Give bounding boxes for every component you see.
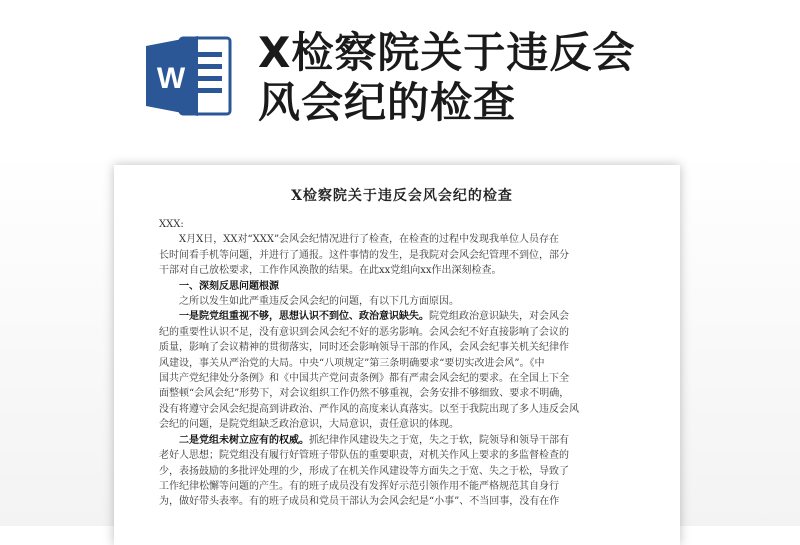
document-line-text: X月X日，XX对“XXX”会风会纪情况进行了检查，在检查的过程中发现我单位人员存在 bbox=[159, 234, 560, 246]
document-line bbox=[159, 294, 645, 309]
document-line-text: 少，表扬鼓励的多批评处理的少，形成了在机关作风建设等方面失之于宽、失之于松，导致了 bbox=[159, 465, 569, 477]
document-line-text: XXX: bbox=[159, 219, 184, 230]
document-line bbox=[159, 309, 645, 324]
document-line-text: 老好人思想；院党组没有履行好管班子带队伍的重要职责，对机关作风上要求的多监督检查的 bbox=[159, 450, 569, 462]
document-line bbox=[159, 217, 645, 232]
document-line bbox=[159, 279, 645, 294]
document-line bbox=[159, 263, 645, 278]
document-line-text: 纪的重要性认识不足，没有意识到会风会纪不好的恶劣影响。会风会纪不好直接影响了会议的 bbox=[159, 326, 569, 338]
document-line-text: 国共产党纪律处分条例》和《中国共产党问责条例》都有严肃会风会纪的要求。在全国上下全 bbox=[159, 373, 569, 385]
document-line-text: 为，做好带头表率。有的班子成员和党员干部认为会风会纪是“小事”、不当回事，没有在作 bbox=[159, 496, 560, 508]
document-paragraphs bbox=[159, 217, 645, 510]
document-title: X检察院关于违反会风会纪的检查 bbox=[291, 188, 513, 204]
document-page bbox=[114, 165, 680, 545]
document-line-text: 之所以发生如此严重违反会风会纪的问题，有以下几方面原因。 bbox=[159, 296, 459, 308]
document-line-text: 院党组政治意识缺失，对会风会 bbox=[429, 311, 569, 323]
document-line bbox=[159, 248, 645, 263]
header-banner bbox=[0, 0, 800, 160]
page-title-line-2: 风会纪的检查 bbox=[258, 78, 517, 127]
document-line-text: 风建设，事关从严治党的大局。中央“八项规定”第三条明确要求“要切实改进会风”。《中 bbox=[159, 357, 545, 369]
document-line bbox=[159, 356, 645, 371]
document-line-text: 没有将遵守会风会纪提高到讲政治、严作风的高度来认真落实。以至于我院出现了多人违反会风 bbox=[159, 403, 579, 415]
document-line-text: 面整顿“会风会纪”形势下，对会议组织工作仍然不够重视，会务安排不够细致、要求不明确， bbox=[159, 388, 570, 400]
document-line-text: 质量，影响了会议精神的贯彻落实，同时还会影响领导干部的作风，会风会纪事关机关纪律作 bbox=[159, 342, 569, 354]
document-line bbox=[159, 232, 645, 247]
document-line bbox=[159, 417, 645, 432]
word-document-icon bbox=[146, 34, 232, 118]
document-line-bold: 一、深刻反思问题根源 bbox=[159, 280, 279, 292]
word-icon-letter: W bbox=[156, 62, 186, 95]
document-line bbox=[159, 448, 645, 463]
document-line-text: 会纪的问题，是院党组缺乏政治意识，大局意识，责任意识的体现。 bbox=[159, 419, 459, 431]
document-line bbox=[159, 371, 645, 386]
document-line-bold: 一是院党组重视不够，思想认识不到位、政治意识缺失。 bbox=[159, 311, 429, 323]
document-line bbox=[159, 494, 645, 509]
document-line-bold: 二是党组未树立应有的权威。 bbox=[159, 434, 309, 446]
document-line bbox=[159, 402, 645, 417]
page-title-line-1: X检察院关于违反会 bbox=[258, 28, 636, 77]
document-line bbox=[159, 325, 645, 340]
document-line bbox=[159, 433, 645, 448]
document-line-text: 干部对自己放松要求，工作作风涣散的结果。在此xx党组向xx作出深刻检查。 bbox=[159, 265, 502, 277]
document-line bbox=[159, 340, 645, 355]
document-body bbox=[159, 185, 645, 510]
document-line bbox=[159, 479, 645, 494]
document-line bbox=[159, 386, 645, 401]
document-line bbox=[159, 464, 645, 479]
document-line-text: 工作纪律松懈等问题的产生。有的班子成员没有发挥好示范引领作用不能严格规范其自身行 bbox=[159, 480, 559, 492]
document-line-text: 抓纪律作风建设失之于宽，失之于软，院领导和领导干部有 bbox=[309, 434, 569, 446]
page-title bbox=[258, 28, 778, 128]
document-line-text: 长时间看手机等问题，并进行了通报。这件事情的发生，是我院对会风会纪管理不到位，部分 bbox=[159, 249, 569, 261]
